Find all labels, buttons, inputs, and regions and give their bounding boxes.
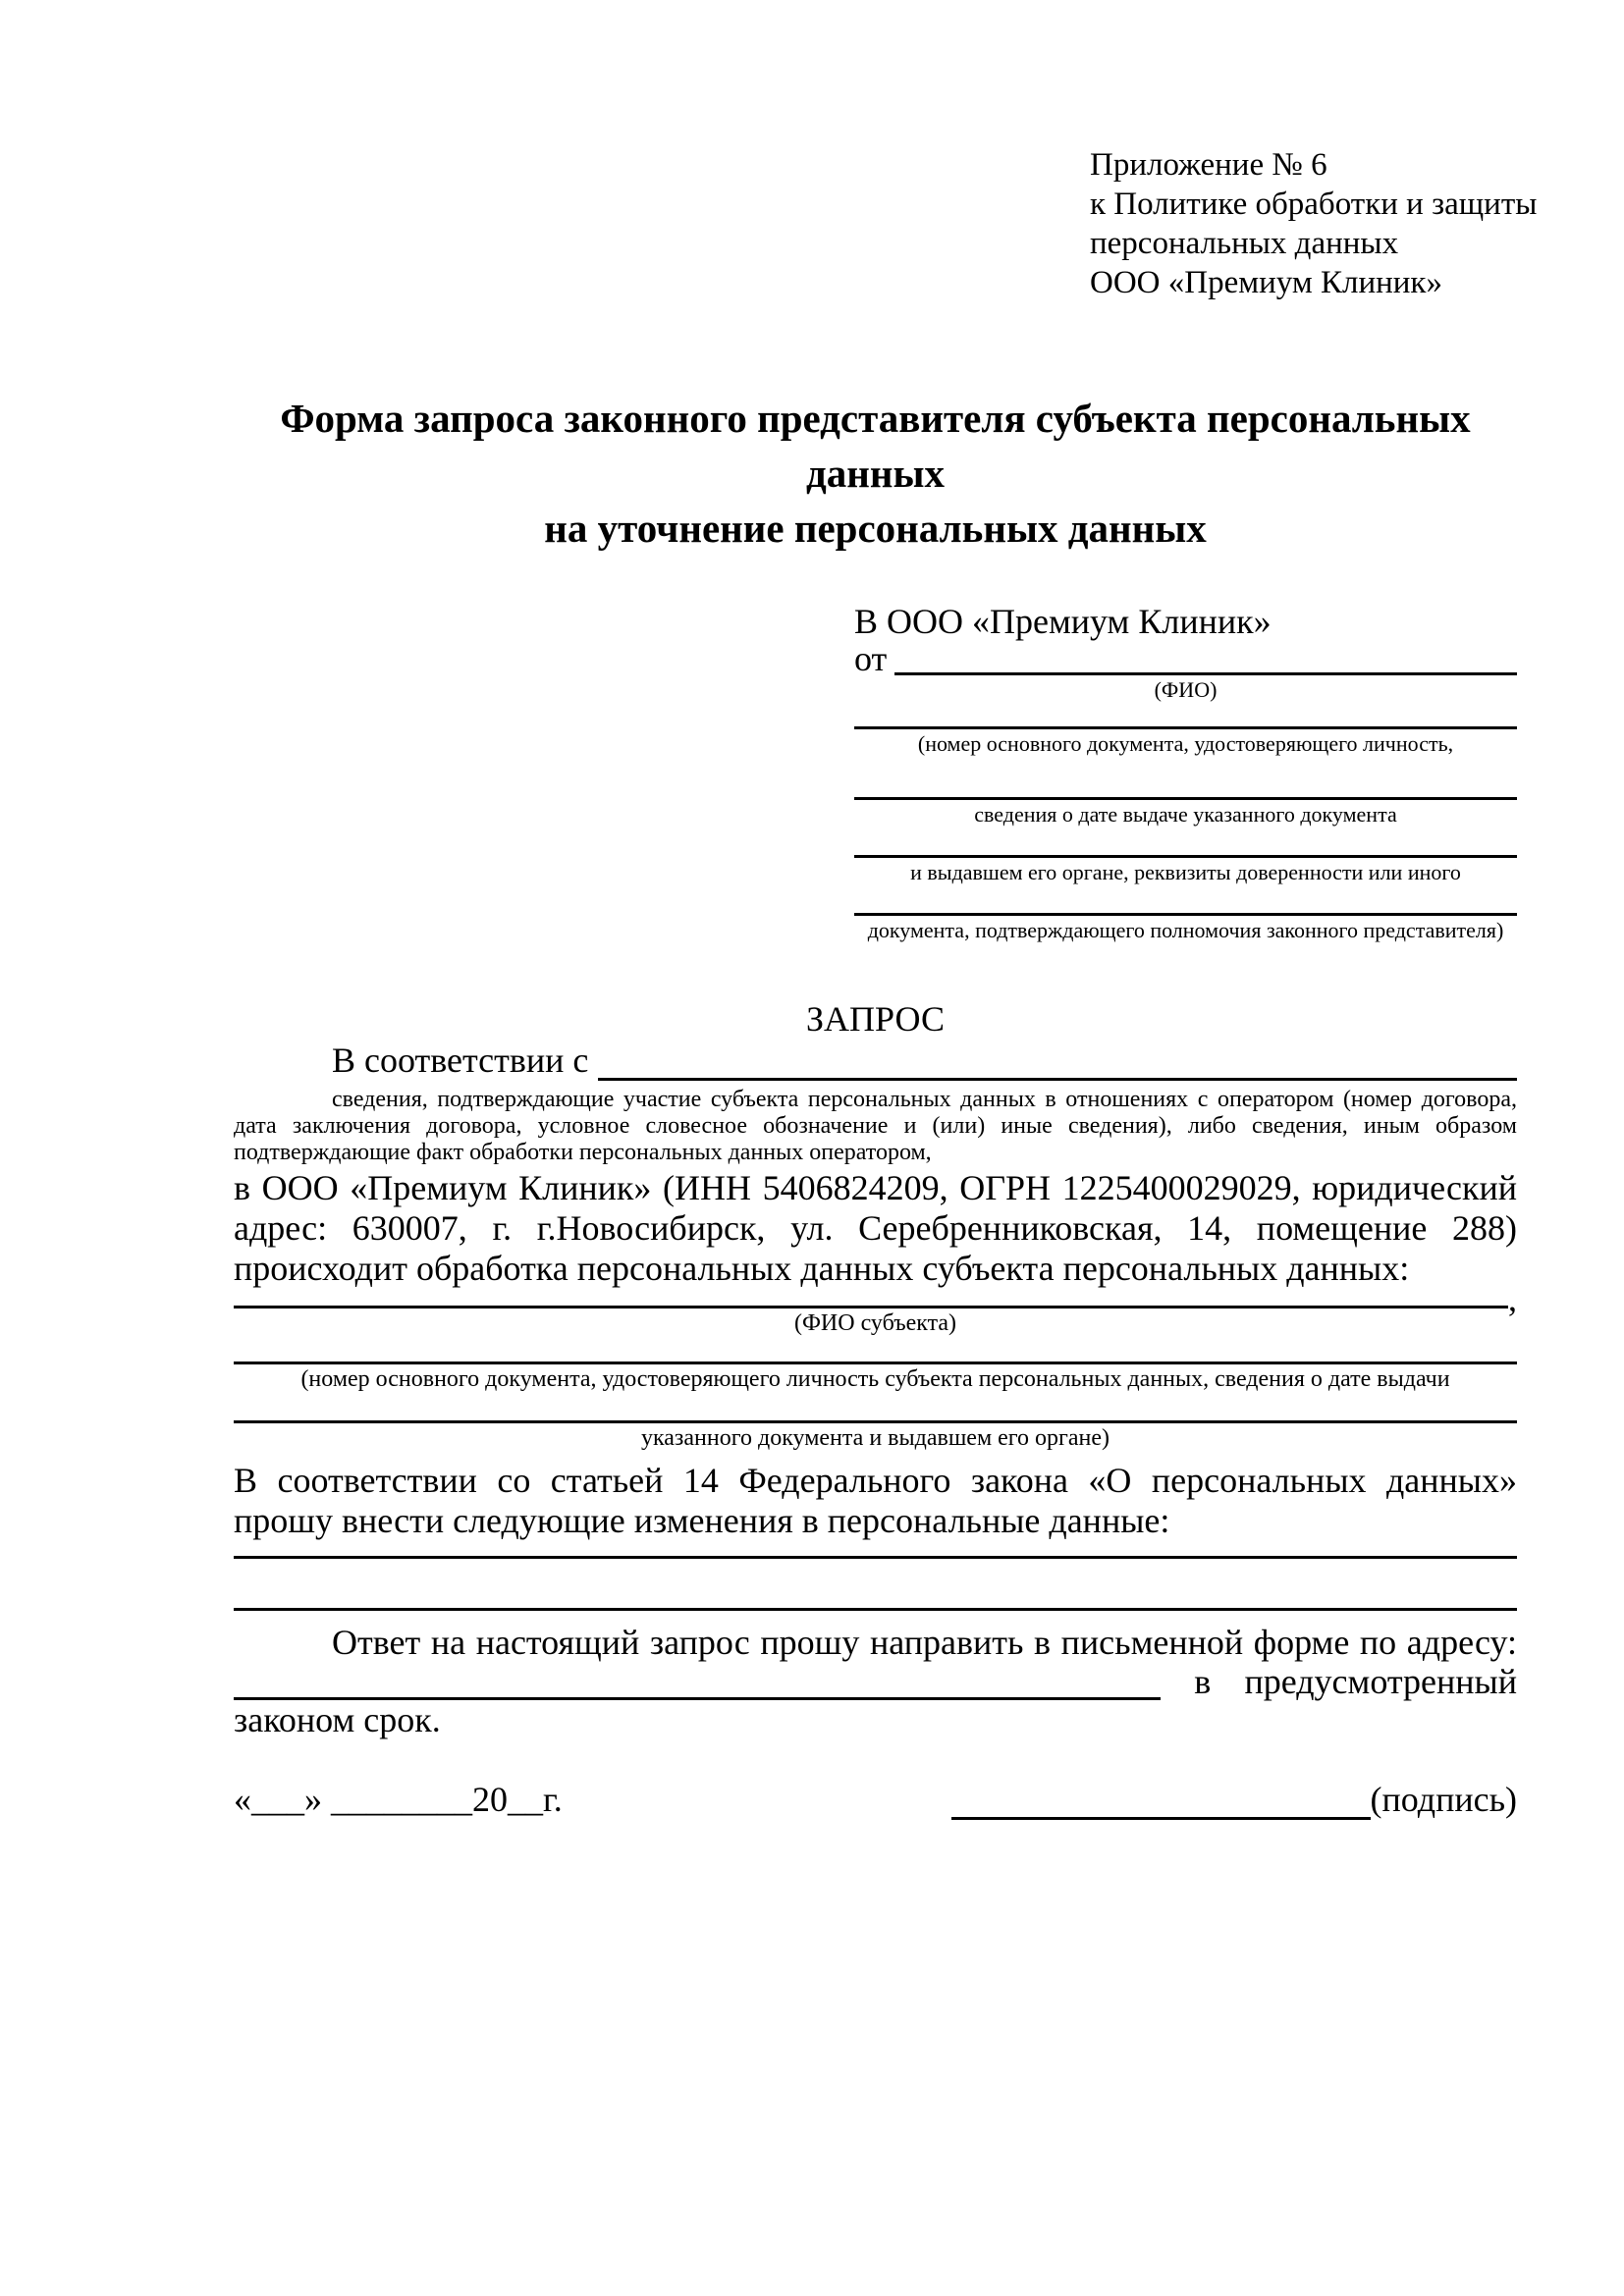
subject-doc-caption-2: указанного документа и выдавшем его органе) — [640, 1425, 1110, 1451]
field-caption: сведения о дате выдаче указанного документа — [974, 802, 1397, 827]
blank-line-basis — [598, 1078, 1517, 1081]
appendix-line: Приложение № 6 — [1090, 147, 1327, 183]
field-caption: (номер основного документа, удостоверяющего личность, — [917, 731, 1454, 756]
signature-blank-line — [951, 1790, 1371, 1820]
title-line-1: Форма запроса законного представителя субъекта персональных данных — [280, 396, 1471, 496]
field-caption-fio: (ФИО) — [1154, 677, 1218, 702]
from-label: от — [854, 639, 888, 678]
blank-line-subject-doc-2 — [234, 1394, 1517, 1423]
blank-line-amendments-2 — [234, 1559, 1517, 1611]
answer-paragraph: Ответ на настоящий запрос прошу направить в письменной форме по адресу: — [332, 1623, 1517, 1662]
appendix-line: к Политике обработки и защиты — [1090, 187, 1538, 222]
appendix-line: персональных данных — [1090, 226, 1399, 261]
footer-row — [234, 1780, 1517, 1820]
request-heading: ЗАПРОС — [806, 999, 945, 1039]
blank-line-doc-number — [854, 703, 1517, 729]
answer-tail-end: законом срок. — [234, 1700, 441, 1739]
subject-doc-caption-1: (номер основного документа, удостоверяющего личность субъекта персональных данных, сведения о дате выдачи — [300, 1366, 1450, 1392]
answer-tail-word: в — [1194, 1662, 1212, 1701]
date-field: «___» ________20__г. — [234, 1780, 563, 1819]
from-line — [854, 639, 1517, 678]
recipient-line: В ООО «Премиум Клиник» — [854, 602, 1272, 641]
document-title — [234, 391, 1517, 556]
title-line-2: на уточнение персональных данных — [544, 506, 1207, 551]
addressee-block — [854, 601, 1517, 943]
basis-label: В соответствии с — [332, 1041, 589, 1080]
subject-name-caption: (ФИО субъекта) — [793, 1310, 957, 1336]
basis-caption: сведения, подтверждающие участие субъекта персональных данных в отношениях с оператором (номер договора, дата заключения договора, условное словесное обозначение и (или) иные сведения), либо сведения, иным образом подтверждающие факт обработки персональных данных оператором, — [234, 1087, 1517, 1165]
blank-line-authority-doc — [854, 885, 1517, 916]
blank-line-address — [234, 1671, 1161, 1700]
signature-caption: (подпись) — [1370, 1780, 1517, 1819]
signature-group — [951, 1780, 1517, 1820]
blank-line-subject-doc — [234, 1338, 1517, 1364]
blank-line-doc-issuer — [854, 828, 1517, 858]
appendix-note — [1090, 145, 1537, 302]
answer-address-line — [234, 1663, 1517, 1700]
blank-line-fio — [894, 672, 1517, 675]
operator-paragraph: в ООО «Премиум Клиник» (ИНН 5406824209, ОГРН 1225400029029, юридический адрес: 630007, г. г.Новосибирск, ул. Серебренниковская, 14, помещение 288) происходит обработка персональных данных субъекта персональных данных: — [234, 1168, 1517, 1288]
basis-line — [234, 1041, 1517, 1081]
field-caption: документа, подтверждающего полномочия законного представителя) — [867, 918, 1504, 942]
field-caption: и выдавшем его органе, реквизиты доверенности или иного — [910, 860, 1461, 884]
subject-name-line — [234, 1279, 1517, 1318]
blank-line-doc-date — [854, 757, 1517, 800]
amendment-paragraph: В соответствии со статьей 14 Федерального закона «О персональных данных» прошу внести следующие изменения в персональные данные: — [234, 1461, 1517, 1540]
blank-line-amendments-1 — [234, 1541, 1517, 1559]
request-body — [234, 997, 1517, 1820]
appendix-line: ООО «Премиум Клиник» — [1090, 265, 1442, 300]
answer-tail-word: предусмотренный — [1244, 1662, 1517, 1701]
trailing-comma: , — [1508, 1279, 1517, 1318]
